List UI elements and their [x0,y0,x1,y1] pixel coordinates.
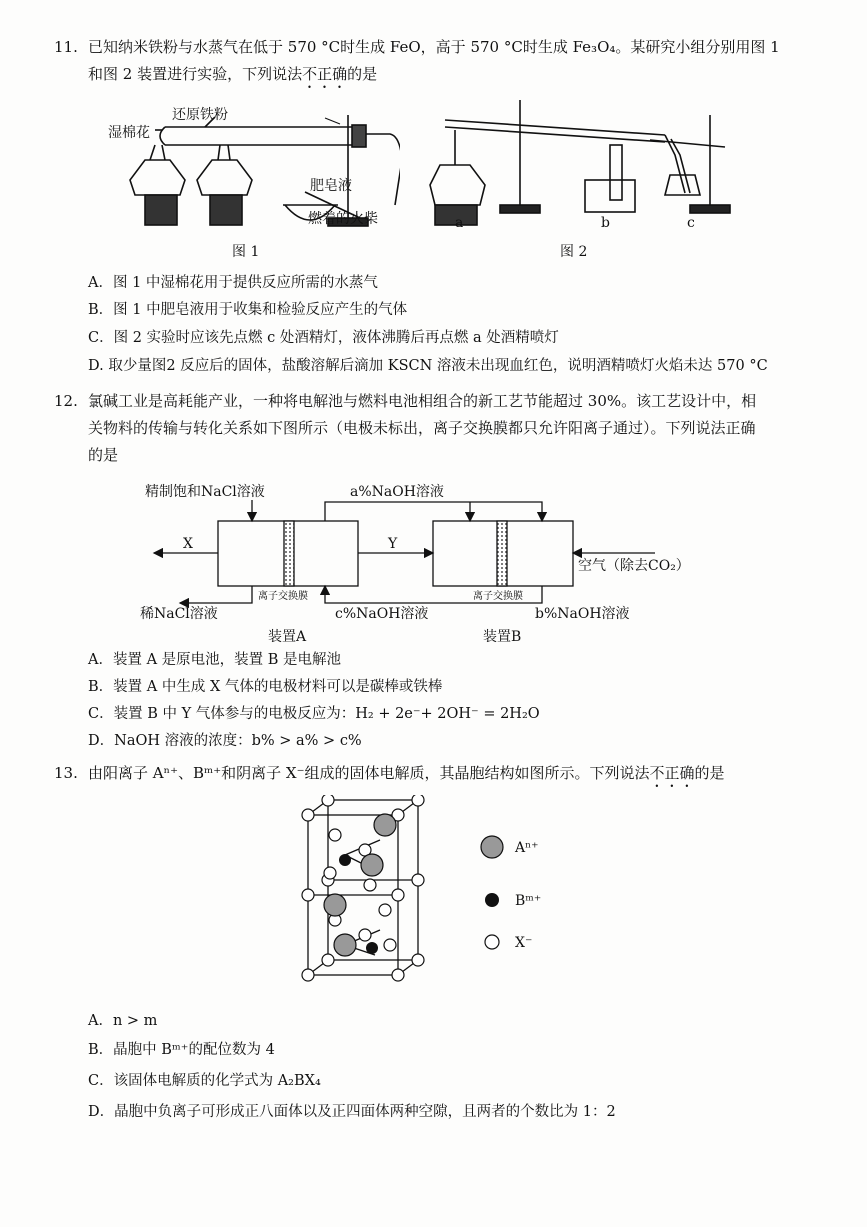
label-reduced-iron: 还原铁粉 [172,107,228,123]
legend-a: Aⁿ⁺ [515,840,539,856]
question-stem: 由阳离子 Aⁿ⁺、Bᵐ⁺和阴离子 X⁻组成的固体电解质，其晶胞结构如图所示。下列说法 [88,764,650,782]
label-naoh-b: b%NaOH溶液 [535,606,630,622]
legend-x: X⁻ [515,935,533,951]
question-stem-line2: 和图 2 装置进行实验，下列说法 [88,65,303,83]
question-number: 13. [54,764,78,782]
question-12 [54,388,844,469]
label-dilute-nacl: 稀NaCl溶液 [140,606,218,622]
label-device-a: 装置A [268,629,307,645]
label-membrane-b: 离子交换膜 [473,591,523,602]
crystal-legend [475,830,595,960]
q11-option-a: A．图 1 中湿棉花用于提供反应所需的水蒸气 [88,275,378,291]
label-naoh-a: a%NaOH溶液 [350,484,444,500]
label-gas-x: X [183,536,193,552]
label-device-b: 装置B [483,629,522,645]
question-stem-end: 的是 [347,65,378,83]
figure-2-apparatus [425,95,735,265]
figure-2-caption: 图 2 [560,244,588,260]
q13-option-b: B．晶胞中 Bᵐ⁺的配位数为 4 [88,1042,275,1058]
q13-option-a: A．n > m [88,1013,158,1029]
q12-option-a: A．装置 A 是原电池，装置 B 是电解池 [88,652,342,668]
label-c: c [687,215,695,231]
label-burning-match: 燃着的火柴 [308,211,378,227]
emphasis-not-correct: 不正确 [302,65,348,83]
chlor-alkali-diagram [140,478,710,648]
question-stem-line3: 的是 [88,446,119,464]
anion-x-swatch [485,935,499,949]
q12-option-d: D．NaOH 溶液的浓度：b% > a% > c% [88,733,362,749]
q13-option-d: D．晶胞中负离子可形成正八面体以及正四面体两种空隙，且两者的个数比为 1：2 [88,1104,616,1120]
cation-a-swatch [481,836,503,858]
q11-option-c: C．图 2 实验时应该先点燃 c 处酒精灯，液体沸腾后再点燃 a 处酒精喷灯 [88,330,559,346]
question-stem-line1: 氯碱工业是高耗能产业，一种将电解池与燃料电池相组合的新工艺节能超过 30%。该工艺设计中，相 [88,392,757,410]
emphasis-not-correct: 不正确 [649,764,695,782]
question-stem-line1: 已知纳米铁粉与水蒸气在低于 570 °C时生成 FeO，高于 570 °C时生成 Fe₃O₄。某研究小组分别用图 1 [88,38,780,56]
label-b: b [601,215,610,231]
q11-option-b: B．图 1 中肥皂液用于收集和检验反应产生的气体 [88,302,408,318]
label-nacl-feed: 精制饱和NaCl溶液 [145,484,265,500]
label-naoh-c: c%NaOH溶液 [335,606,429,622]
q12-option-b: B．装置 A 中生成 X 气体的电极材料可以是碳棒或铁棒 [88,679,443,695]
figure-1-caption: 图 1 [232,244,260,260]
question-stem-end: 的是 [694,764,725,782]
question-number: 12. [54,392,78,410]
figure-1-apparatus [100,100,400,265]
label-a: a [455,215,464,231]
question-number: 11. [54,38,78,56]
label-membrane-a: 离子交换膜 [258,591,308,602]
label-soap-solution: 肥皂液 [310,178,352,194]
q12-option-c: C．装置 B 中 Y 气体参与的电极反应为：H₂ + 2e⁻+ 2OH⁻ = 2H₂O [88,706,540,722]
crystal-cell-diagram [290,795,430,985]
question-13 [54,760,844,791]
q13-option-c: C．该固体电解质的化学式为 A₂BX₄ [88,1073,321,1089]
label-gas-y: Y [388,536,398,552]
cation-b-swatch [485,893,499,907]
label-wet-cotton: 湿棉花 [108,125,150,141]
question-11 [54,34,844,92]
label-air: 空气（除去CO₂） [578,558,690,574]
q11-option-d: D. 取少量图2 反应后的固体，盐酸溶解后滴加 KSCN 溶液未出现血红色，说明酒精喷灯火焰未达 570 °C [88,358,768,374]
legend-b: Bᵐ⁺ [515,893,542,909]
question-stem-line2: 关物料的传输与转化关系如下图所示（电极未标出，离子交换膜都只允许阳离子通过）。下列说法正确 [88,419,756,437]
